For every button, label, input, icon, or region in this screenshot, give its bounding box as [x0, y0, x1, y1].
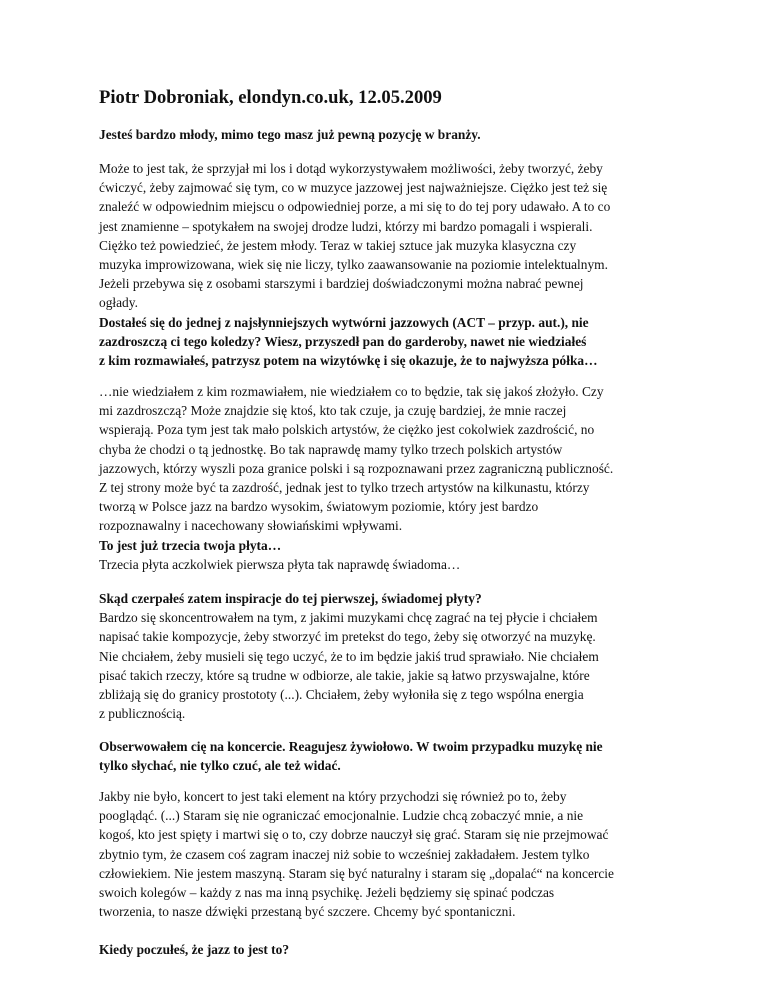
answer-line: tworzenia, to nasze dźwięki przestaną być szczere. Chcemy być spontaniczni. — [99, 904, 516, 920]
answer-line: Nie chciałem, żeby musieli się tego uczyć, że to im będzie jakiś trud sprawiało. Nie chciałem — [99, 648, 599, 664]
question-line: Kiedy poczułeś, że jazz to jest to? — [99, 942, 290, 957]
answer-line: muzyka improwizowana, wiek się nie liczy, tylko zaawansowanie na poziomie intelektualnym. — [99, 257, 608, 273]
question-line: zazdroszczą ci tego koledzy? Wiesz, przyszedł pan do garderoby, nawet nie wiedziałeś — [99, 334, 587, 350]
answer-line: Jeżeli przebywa się z osobami starszymi i bardziej doświadczonymi można nabrać pewnej — [99, 276, 584, 292]
answer-line: Jakby nie było, koncert to jest taki element na który przychodzi się również po to, żeby — [99, 789, 567, 804]
question-line: Skąd czerpałeś zatem inspiracje do tej pierwszej, świadomej płyty? — [99, 591, 482, 606]
question-line: To jest już trzecia twoja płyta… — [99, 538, 282, 553]
question-line: Obserwowałem cię na koncercie. Reagujesz żywiołowo. W twoim przypadku muzykę nie — [99, 739, 603, 754]
answer-line: znaleźć w odpowiednim miejscu o odpowiedniej porze, a mi się to do tej pory udawało. A to co — [99, 199, 611, 215]
answer-line: jest znamienne – spotykałem na swojej drodze ludzi, którzy mi bardzo pomagali i wspierali. — [99, 218, 593, 234]
answer-line: z publicznością. — [99, 706, 186, 722]
interview-question — [99, 589, 677, 608]
answer-line: jazzowych, którzy wyszli poza granice polski i są rozpoznawani przez zagraniczną publiczność. — [99, 460, 614, 476]
answer-line: swoich kolegów – każdy z nas ma inną psychikę. Jeżeli będziemy się spinać podczas — [99, 885, 555, 901]
interview-question — [99, 313, 677, 371]
answer-line: Ciężko też powiedzieć, że jestem młody. Teraz w takiej sztuce jak muzyka klasyczna czy — [99, 237, 577, 253]
answer-line: Z tej strony może być ta zazdrość, jednak jest to tylko trzech artystów na kilkunastu, którzy — [99, 480, 590, 496]
answer-line: …nie wiedziałem z kim rozmawiałem, nie wiedziałem co to będzie, tak się jakoś złożyło. Czy — [99, 384, 604, 399]
interview-question — [99, 940, 677, 959]
interview-answer — [99, 159, 677, 313]
answer-line: wspierają. Poza tym jest tak mało polskich artystów, że ciężko jest cokolwiek zazdrościć, no — [99, 422, 595, 438]
answer-line: ćwiczyć, żeby zajmować się tym, co w muzyce jazzowej jest najważniejsze. Ciężko jest też się — [99, 180, 608, 196]
answer-line: rozpoznawalny i nacechowany słowiańskimi wpływami. — [99, 518, 403, 534]
question-line: Jesteś bardzo młody, mimo tego masz już pewną pozycję w branży. — [99, 127, 481, 142]
interview-section — [99, 125, 677, 144]
question-line: Dostałeś się do jednej z najsłynniejszych wytwórni jazzowych (ACT – przyp. aut.), nie — [99, 315, 589, 330]
interview-answer — [99, 787, 677, 921]
interview-section — [99, 940, 677, 959]
question-line: z kim rozmawiałeś, patrzysz potem na wizytówkę i się okazuje, że to najwyższa półka… — [99, 353, 598, 369]
answer-line: pisać takich rzeczy, które są trudne w odbiorze, ale takie, jakie są łatwo przyswajalne, które — [99, 667, 590, 683]
answer-line: kogoś, kto jest spięty i martwi się o to, czy dobrze nauczył się grać. Staram się nie przejmować — [99, 827, 609, 843]
interview-section — [99, 589, 677, 723]
interview-answer — [99, 382, 677, 536]
interview-question — [99, 536, 677, 555]
interview-question — [99, 737, 677, 775]
answer-line: Bardzo się skoncentrowałem na tym, z jakimi muzykami chcę zagrać na tej płycie i chciałem — [99, 610, 598, 626]
document-title: Piotr Dobroniak, elondyn.co.uk, 12.05.2009 — [99, 87, 442, 108]
interview-section — [99, 737, 677, 775]
interview-section — [99, 536, 677, 574]
answer-line: mi zazdroszczą? Może znajdzie się ktoś, kto tak czuje, ja czuję bardziej, że mnie raczej — [99, 403, 567, 419]
answer-line: tworzą w Polsce jazz na bardzo wysokim, światowym poziomie, który jest bardzo — [99, 499, 539, 515]
answer-line: zbliżają się do granicy prostototy (...). Chciałem, żeby wyłoniła się z tego wspólna energia — [99, 687, 584, 703]
answer-line: Trzecia płyta aczkolwiek pierwsza płyta tak naprawdę świadoma… — [99, 557, 461, 573]
answer-line: człowiekiem. Nie jestem maszyną. Staram się być naturalny i staram się „dopalać“ na koncercie — [99, 865, 614, 881]
answer-line: napisać takie kompozycje, żeby stworzyć im pretekst do tego, żeby się otworzyć na muzykę. — [99, 629, 596, 645]
answer-line: zbytnio tym, że czasem coś zagram inaczej niż sobie to wcześniej zakładałem. Jestem tylko — [99, 846, 590, 862]
interview-question — [99, 125, 677, 144]
answer-line: ogłady. — [99, 295, 138, 311]
interview-section — [99, 313, 677, 371]
question-line: tylko słychać, nie tylko czuć, ale też widać. — [99, 758, 341, 774]
answer-line: Może to jest tak, że sprzyjał mi los i dotąd wykorzystywałem możliwości, żeby tworzyć, żeby — [99, 161, 603, 176]
answer-line: chyba że chodzi o tą jednostkę. Bo tak naprawdę mamy tylko trzech polskich artystów — [99, 441, 563, 457]
answer-line: pooglądąć. (...) Staram się nie ograniczać emocjonalnie. Ludzie chcą zobaczyć mnie, a nie — [99, 808, 584, 824]
